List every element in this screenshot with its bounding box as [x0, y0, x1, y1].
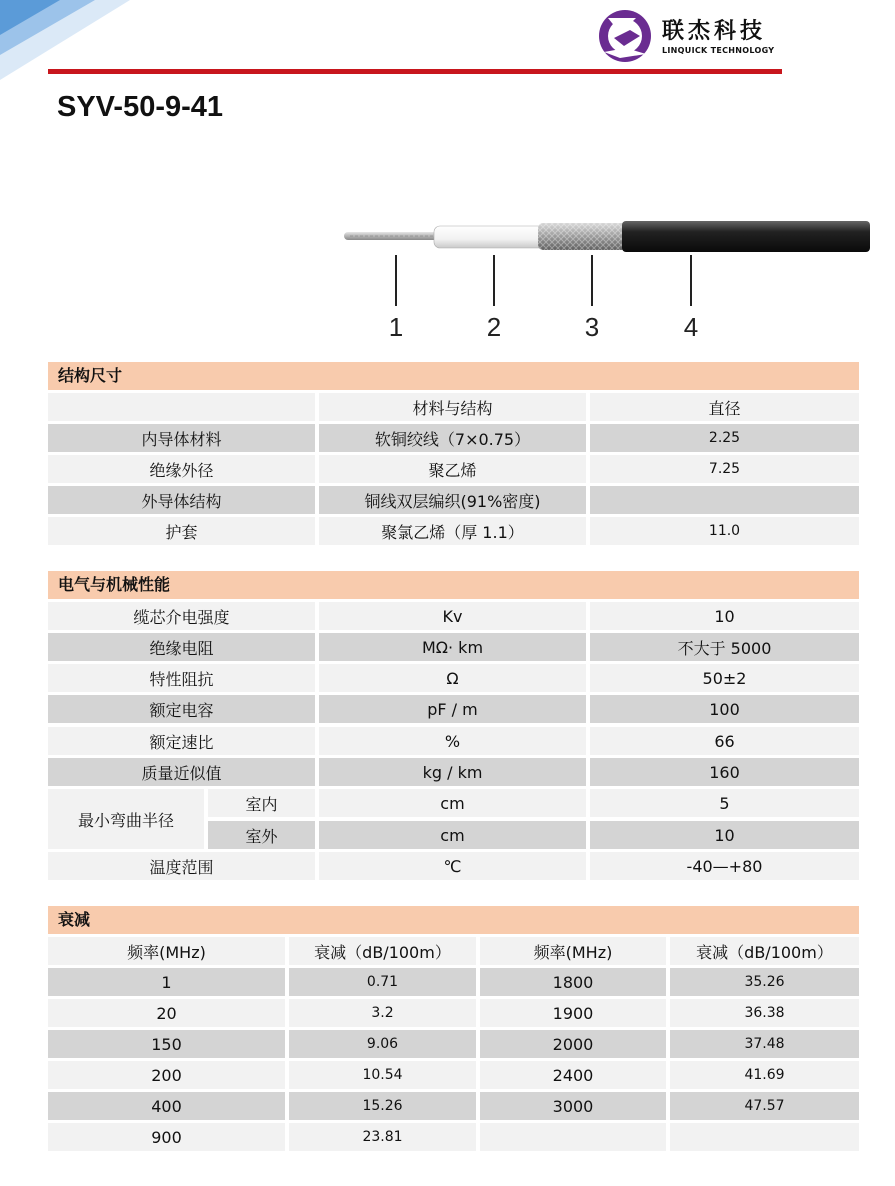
electrical-section-heading: 电气与机械性能 — [48, 571, 859, 599]
electrical-row-unit: % — [319, 727, 586, 755]
atten-freq: 1800 — [480, 968, 666, 996]
temperature-value: -40—+80 — [590, 852, 859, 880]
structure-row-material: 聚氯乙烯（厚 1.1） — [319, 517, 586, 545]
electrical-row-name: 绝缘电阻 — [48, 633, 315, 661]
structure-row-name: 外导体结构 — [48, 486, 315, 514]
structure-header-diameter: 直径 — [590, 393, 859, 421]
atten-freq: 1 — [48, 968, 285, 996]
bend-outdoor-label: 室外 — [208, 821, 315, 849]
outer-jacket — [622, 221, 870, 252]
bend-outdoor-unit: cm — [319, 821, 586, 849]
temperature-label: 温度范围 — [48, 852, 315, 880]
atten-value: 23.81 — [289, 1123, 476, 1151]
insulation-layer — [434, 226, 544, 248]
atten-freq: 20 — [48, 999, 285, 1027]
header-rule — [48, 69, 782, 74]
electrical-row-name: 额定电容 — [48, 695, 315, 723]
atten-freq: 3000 — [480, 1092, 666, 1120]
atten-value: 37.48 — [670, 1030, 859, 1058]
atten-header-value: 衰减（dB/100m） — [670, 937, 859, 965]
atten-value: 41.69 — [670, 1061, 859, 1089]
temperature-unit: ℃ — [319, 852, 586, 880]
atten-freq: 2000 — [480, 1030, 666, 1058]
structure-row-diameter: 11.0 — [590, 517, 859, 545]
atten-value: 47.57 — [670, 1092, 859, 1120]
bend-outdoor-value: 10 — [590, 821, 859, 849]
atten-freq: 200 — [48, 1061, 285, 1089]
atten-freq — [480, 1123, 666, 1151]
electrical-row-value: 160 — [590, 758, 859, 786]
atten-header-freq: 频率(MHz) — [480, 937, 666, 965]
electrical-row-name: 额定速比 — [48, 727, 315, 755]
atten-header-freq: 频率(MHz) — [48, 937, 285, 965]
atten-value: 35.26 — [670, 968, 859, 996]
electrical-row-value: 66 — [590, 727, 859, 755]
bend-indoor-label: 室内 — [208, 789, 315, 817]
atten-value — [670, 1123, 859, 1151]
electrical-row-value: 10 — [590, 602, 859, 630]
atten-value: 3.2 — [289, 999, 476, 1027]
electrical-row-unit: kg / km — [319, 758, 586, 786]
structure-row-diameter: 2.25 — [590, 424, 859, 452]
attenuation-section-heading: 衰减 — [48, 906, 859, 934]
brand-name-en: LINQUICK TECHNOLOGY — [662, 46, 775, 55]
structure-row-material: 软铜绞线（7×0.75） — [319, 424, 586, 452]
electrical-row-value: 不大于 5000 — [590, 633, 859, 661]
atten-header-value: 衰减（dB/100m） — [289, 937, 476, 965]
atten-value: 9.06 — [289, 1030, 476, 1058]
atten-freq: 400 — [48, 1092, 285, 1120]
structure-row-diameter — [590, 486, 859, 514]
structure-row-name: 内导体材料 — [48, 424, 315, 452]
atten-value: 10.54 — [289, 1061, 476, 1089]
atten-freq: 150 — [48, 1030, 285, 1058]
structure-row-material: 铜线双层编织(91%密度) — [319, 486, 586, 514]
atten-value: 0.71 — [289, 968, 476, 996]
electrical-row-unit: Kv — [319, 602, 586, 630]
cable-label-3: 3 — [584, 312, 600, 342]
bend-indoor-unit: cm — [319, 789, 586, 817]
product-title: SYV-50-9-41 — [57, 91, 224, 123]
atten-value: 36.38 — [670, 999, 859, 1027]
atten-freq: 2400 — [480, 1061, 666, 1089]
structure-row-diameter: 7.25 — [590, 455, 859, 483]
bend-indoor-value: 5 — [590, 789, 859, 817]
structure-section-heading: 结构尺寸 — [48, 362, 859, 390]
electrical-row-name: 特性阻抗 — [48, 664, 315, 692]
structure-row-name: 绝缘外径 — [48, 455, 315, 483]
electrical-row-value: 50±2 — [590, 664, 859, 692]
electrical-row-unit: MΩ· km — [319, 633, 586, 661]
structure-row-name: 护套 — [48, 517, 315, 545]
linquick-logo-icon — [596, 8, 656, 64]
electrical-row-name: 缆芯介电强度 — [48, 602, 315, 630]
atten-freq: 900 — [48, 1123, 285, 1151]
cable-label-1: 1 — [388, 312, 404, 342]
brand-logo — [596, 8, 786, 64]
atten-freq: 1900 — [480, 999, 666, 1027]
electrical-row-value: 100 — [590, 695, 859, 723]
structure-row-material: 聚乙烯 — [319, 455, 586, 483]
electrical-row-unit: Ω — [319, 664, 586, 692]
cable-label-2: 2 — [486, 312, 502, 342]
brand-name-cn: 联杰科技 — [662, 19, 767, 44]
cable-label-4: 4 — [683, 312, 699, 342]
bend-radius-label: 最小弯曲半径 — [48, 789, 204, 849]
cable-illustration — [330, 200, 870, 350]
atten-value: 15.26 — [289, 1092, 476, 1120]
inner-conductor — [344, 232, 444, 240]
electrical-row-name: 质量近似值 — [48, 758, 315, 786]
structure-header-material: 材料与结构 — [319, 393, 586, 421]
electrical-row-unit: pF / m — [319, 695, 586, 723]
structure-header-blank — [48, 393, 315, 421]
